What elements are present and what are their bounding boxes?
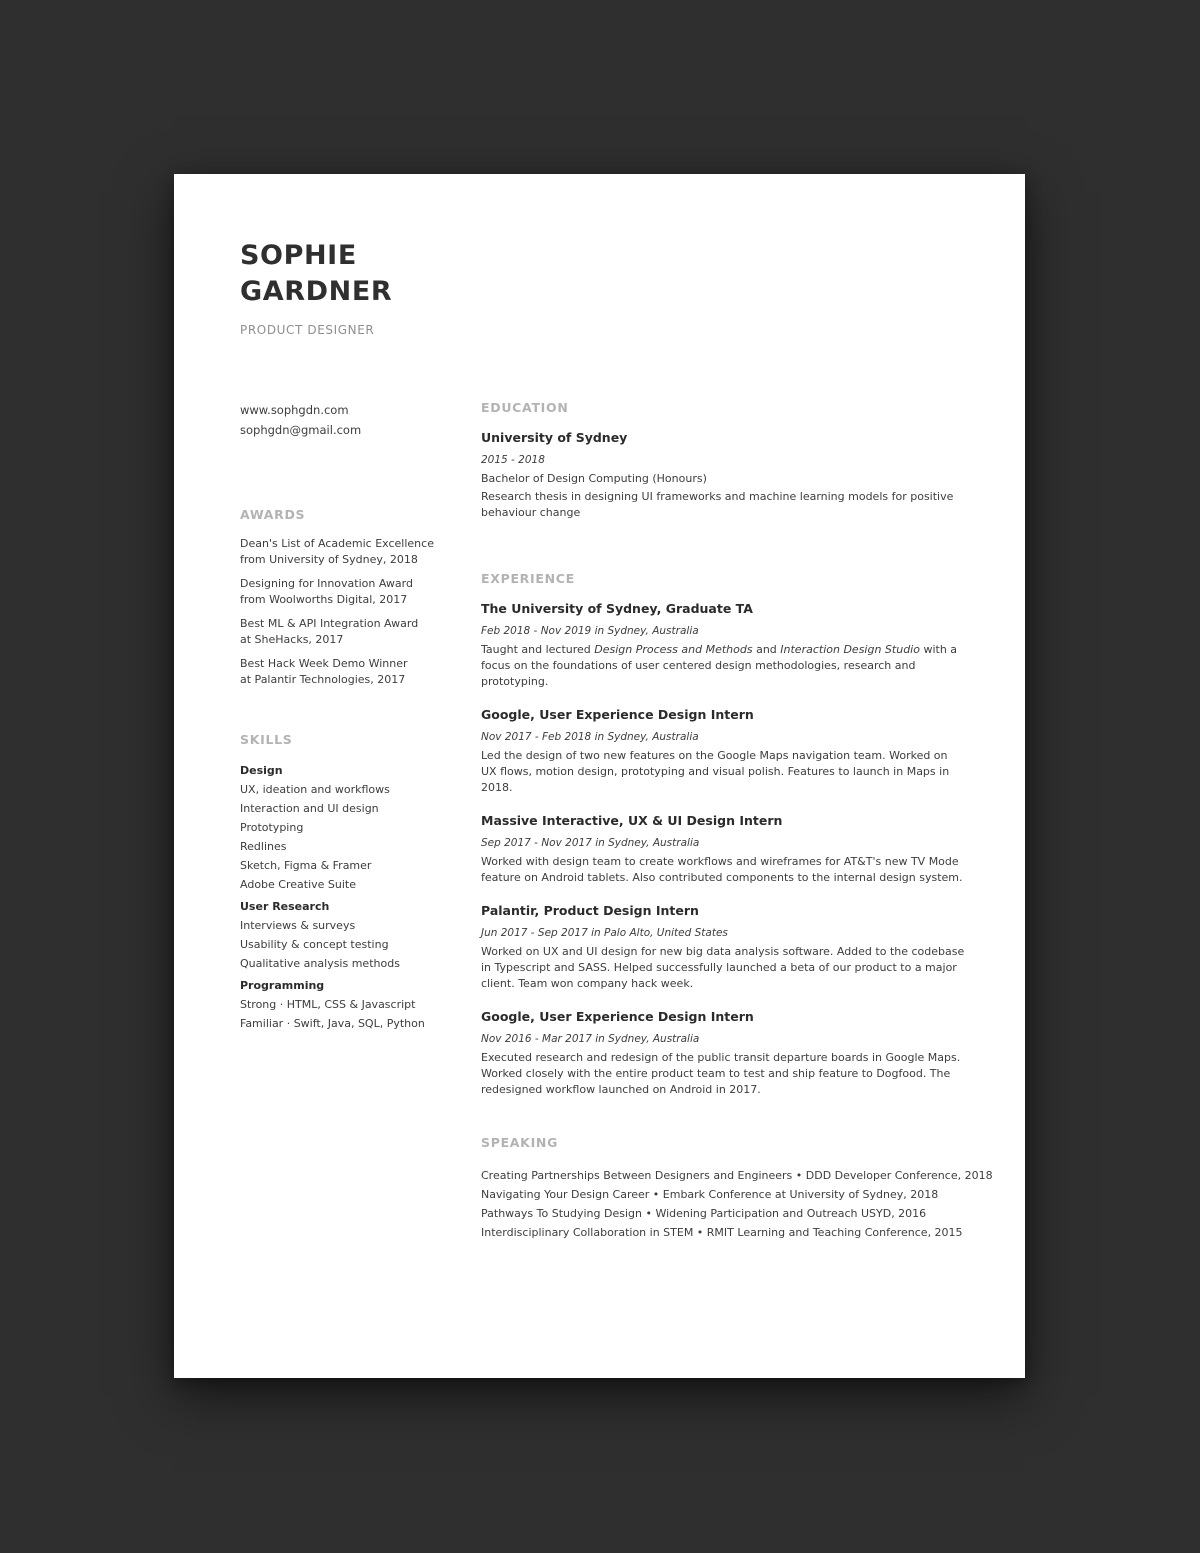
skill-item: Sketch, Figma & Framer — [240, 859, 372, 872]
contact-info — [240, 400, 361, 440]
education-heading: EDUCATION — [481, 400, 569, 415]
award-item — [240, 576, 440, 608]
skill-group-title: Programming — [240, 979, 325, 992]
email-link[interactable]: sophgdn@gmail.com — [240, 423, 362, 437]
experience-item — [481, 1008, 966, 1098]
skills-heading: SKILLS — [240, 732, 293, 747]
experience-section — [481, 571, 966, 1114]
speaking-section — [481, 1135, 993, 1242]
speaking-heading: SPEAKING — [481, 1135, 559, 1150]
skill-item: Redlines — [240, 840, 287, 853]
experience-item — [481, 812, 966, 886]
award-name: Dean's List of Academic Excellence — [240, 537, 434, 550]
job-title: Google, User Experience Design Intern — [481, 1009, 754, 1024]
job-description: Worked on UX and UI design for new big data analysis software. Added to the codebase in Typescript and SASS. Helped successfully launched a beta of our product to a major client. Team won company hack week. — [481, 945, 965, 990]
award-source: from University of Sydney, 2018 — [240, 553, 418, 566]
award-source: at Palantir Technologies, 2017 — [240, 673, 406, 686]
talk-item: Navigating Your Design Career • Embark Conference at University of Sydney, 2018 — [481, 1188, 939, 1201]
desc-text: Taught and lectured — [481, 643, 595, 656]
skill-item: Qualitative analysis methods — [240, 957, 400, 970]
job-description: Executed research and redesign of the public transit departure boards in Google Maps. Worked closely with the entire product team to test and ship feature to Dogfood. The redesigned workflow launched on Android in 2017. — [481, 1051, 961, 1096]
skill-group-title: User Research — [240, 900, 330, 913]
talk-item: Creating Partnerships Between Designers and Engineers • DDD Developer Conference, 2018 — [481, 1169, 993, 1182]
job-dates: Jun 2017 - Sep 2017 in Palo Alto, United States — [481, 927, 728, 939]
award-item — [240, 536, 440, 568]
skill-item: Usability & concept testing — [240, 938, 389, 951]
desc-text: with a focus on the foundations of user centered design methodologies, research and prototyping. — [481, 643, 958, 688]
experience-item — [481, 902, 966, 992]
resume-page — [174, 174, 1025, 1378]
skill-group-design — [240, 761, 440, 894]
skill-item: Adobe Creative Suite — [240, 878, 356, 891]
job-description: Led the design of two new features on the Google Maps navigation team. Worked on UX flows, motion design, prototyping and visual polish. Features to launch in Maps in 2018. — [481, 749, 950, 794]
award-source: at SheHacks, 2017 — [240, 633, 344, 646]
skill-group-title: Design — [240, 764, 283, 777]
skill-item: Strong · HTML, CSS & Javascript — [240, 998, 416, 1011]
award-source: from Woolworths Digital, 2017 — [240, 593, 408, 606]
course-name: Interaction Design Studio — [780, 643, 920, 656]
skill-item: Familiar · Swift, Java, SQL, Python — [240, 1017, 425, 1030]
awards-heading: AWARDS — [240, 507, 306, 522]
candidate-name — [240, 238, 392, 310]
education-dates: 2015 - 2018 — [481, 454, 545, 466]
job-title: Palantir, Product Design Intern — [481, 903, 699, 918]
awards-section — [240, 507, 440, 696]
desc-text: and — [752, 643, 781, 656]
skill-group-user-research — [240, 897, 440, 973]
job-description: Worked with design team to create workflows and wireframes for AT&T's new TV Mode feature on Android tablets. Also contributed components to the internal design system. — [481, 855, 963, 884]
experience-heading: EXPERIENCE — [481, 571, 575, 586]
award-item — [240, 616, 440, 648]
award-item — [240, 656, 440, 688]
job-dates: Feb 2018 - Nov 2019 in Sydney, Australia — [481, 625, 699, 637]
education-section — [481, 400, 966, 521]
job-dates: Nov 2016 - Mar 2017 in Sydney, Australia — [481, 1033, 700, 1045]
award-name: Best ML & API Integration Award — [240, 617, 419, 630]
job-dates: Sep 2017 - Nov 2017 in Sydney, Australia — [481, 837, 700, 849]
job-title: Massive Interactive, UX & UI Design Intern — [481, 813, 783, 828]
talk-item: Interdisciplinary Collaboration in STEM • RMIT Learning and Teaching Conference, 2015 — [481, 1226, 963, 1239]
website-link[interactable]: www.sophgdn.com — [240, 403, 349, 417]
thesis-description: Research thesis in designing UI frameworks and machine learning models for positive behaviour change — [481, 490, 954, 519]
degree: Bachelor of Design Computing (Honours) — [481, 472, 707, 485]
job-description — [481, 642, 966, 690]
skill-item: Prototyping — [240, 821, 304, 834]
job-title: Google, User Experience Design Intern — [481, 707, 754, 722]
award-name: Best Hack Week Demo Winner — [240, 657, 408, 670]
skills-section — [240, 732, 440, 1036]
course-name: Design Process and Methods — [594, 643, 753, 656]
skill-item: UX, ideation and workflows — [240, 783, 390, 796]
experience-item — [481, 706, 966, 796]
school-name: University of Sydney — [481, 430, 628, 445]
skill-item: Interaction and UI design — [240, 802, 379, 815]
talk-item: Pathways To Studying Design • Widening Participation and Outreach USYD, 2016 — [481, 1207, 927, 1220]
experience-item — [481, 600, 966, 690]
name-last: GARDNER — [240, 276, 393, 307]
skill-group-programming — [240, 976, 440, 1033]
job-dates: Nov 2017 - Feb 2018 in Sydney, Australia — [481, 731, 699, 743]
skill-item: Interviews & surveys — [240, 919, 356, 932]
award-name: Designing for Innovation Award — [240, 577, 413, 590]
job-title: PRODUCT DESIGNER — [240, 323, 375, 337]
job-title: The University of Sydney, Graduate TA — [481, 601, 753, 616]
name-first: SOPHIE — [240, 240, 357, 271]
